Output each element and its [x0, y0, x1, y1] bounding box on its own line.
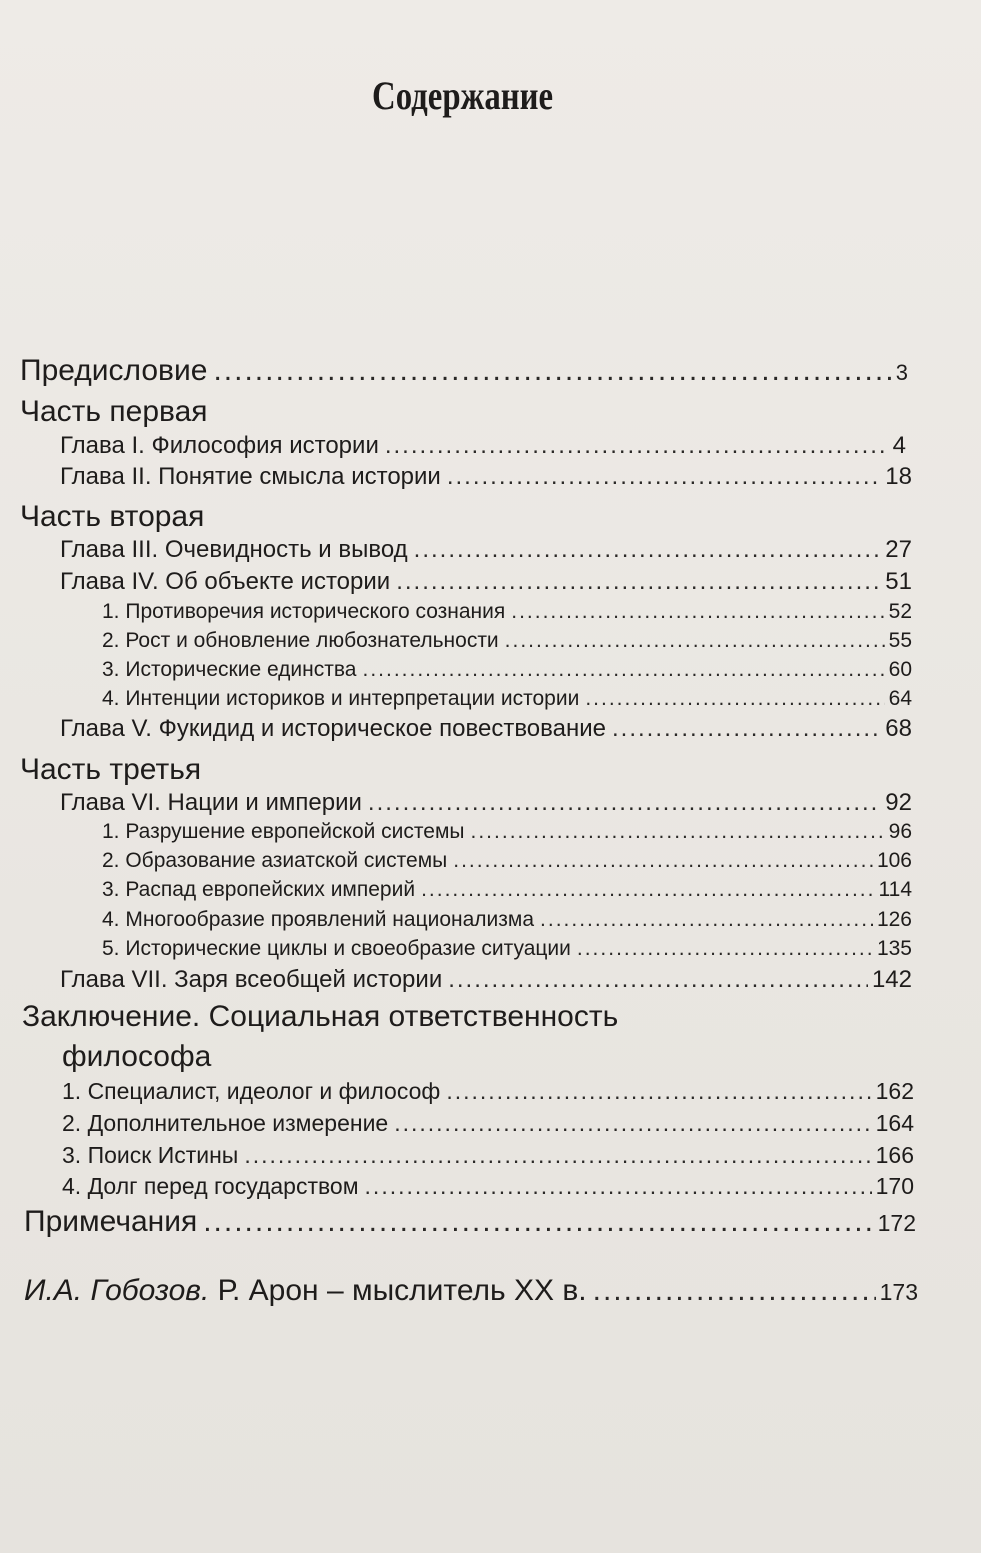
conclusion-heading-continuation: философа — [62, 1040, 212, 1073]
toc-entry-page: 3 — [895, 360, 908, 385]
toc-entry-text: Глава VI. Нации и империи — [60, 789, 362, 816]
toc-leader-dots — [365, 1173, 872, 1200]
toc-entry-page: 172 — [877, 1210, 916, 1236]
toc-entry-text: Глава I. Философия истории — [60, 432, 379, 459]
toc-entry — [60, 966, 912, 994]
toc-entry-page: 27 — [885, 536, 912, 563]
toc-entry-text: 1. Противоречия исторического сознания — [102, 600, 506, 623]
toc-leader-dots — [396, 568, 881, 596]
toc-entry-page: 142 — [871, 966, 912, 993]
toc-entry — [60, 463, 912, 491]
toc-leader-dots — [385, 432, 889, 460]
toc-entry-page: 4 — [892, 432, 906, 459]
toc-entry-page: 106 — [876, 849, 912, 872]
toc-entry-page: 135 — [876, 937, 912, 960]
toc-leader-dots — [453, 849, 873, 873]
toc-entry — [60, 536, 912, 564]
toc-entry — [62, 1142, 914, 1169]
toc-entry — [102, 849, 912, 873]
toc-entry-page: 60 — [888, 658, 912, 681]
toc-entry — [60, 568, 912, 596]
toc-entry-text: Глава VII. Заря всеобщей истории — [60, 966, 443, 993]
toc-leader-dots — [213, 354, 891, 388]
toc-entry-page: 170 — [875, 1173, 914, 1199]
toc-entry-text: Глава V. Фукидид и историческое повествование — [60, 715, 606, 742]
toc-entry — [62, 1173, 914, 1200]
toc-entry — [24, 1205, 916, 1239]
afterword-title: Р. Арон – мыслитель XX в. — [209, 1274, 587, 1307]
toc-leader-dots — [394, 1110, 871, 1137]
toc-entry — [62, 1078, 914, 1105]
toc-entry-text: 1. Специалист, идеолог и философ — [62, 1078, 441, 1104]
toc-entry — [102, 878, 912, 902]
toc-entry-page: 96 — [888, 820, 912, 843]
part-heading: Часть первая — [20, 395, 208, 428]
toc-entry — [60, 432, 906, 460]
toc-entry — [102, 820, 912, 844]
toc-entry — [62, 1110, 914, 1137]
toc-leader-dots — [244, 1142, 871, 1169]
toc-entry-page: 126 — [876, 908, 912, 931]
toc-entry-text: 4. Долг перед государством — [62, 1173, 359, 1199]
toc-entry-text: Глава II. Понятие смысла истории — [60, 463, 441, 490]
toc-entry-text: 2. Образование азиатской системы — [102, 849, 448, 872]
toc-entry-text: 3. Поиск Истины — [62, 1142, 239, 1168]
page-title: Содержание — [372, 73, 554, 118]
toc-leader-dots — [448, 966, 868, 994]
toc-entry-text: 2. Дополнительное измерение — [62, 1110, 389, 1136]
toc-entry-text: 1. Разрушение европейской системы — [102, 820, 465, 843]
toc-entry-page: 18 — [885, 463, 912, 490]
toc-entry-page: 68 — [885, 715, 912, 742]
toc-entry-page: 164 — [875, 1110, 914, 1136]
toc-entry — [60, 715, 912, 743]
toc-entry-page: 51 — [885, 568, 912, 595]
toc-entry — [20, 354, 908, 388]
toc-entry-afterword — [24, 1274, 918, 1308]
toc-leader-dots — [471, 820, 885, 844]
toc-entry — [102, 687, 912, 711]
toc-entry-text: 2. Рост и обновление любознательности — [102, 629, 499, 652]
toc-entry-page: 173 — [879, 1279, 918, 1305]
toc-entry-text: Примечания — [24, 1205, 198, 1238]
toc-leader-dots — [577, 937, 873, 961]
toc-entry — [60, 789, 912, 817]
toc-leader-dots — [447, 463, 881, 491]
toc-entry — [102, 629, 912, 653]
toc-leader-dots — [362, 658, 884, 682]
toc-leader-dots — [446, 1078, 871, 1105]
toc-entry-page: 166 — [875, 1142, 914, 1168]
part-heading: Часть третья — [20, 753, 202, 786]
toc-entry-page: 64 — [888, 687, 912, 710]
toc-entry-page: 114 — [878, 878, 912, 901]
toc-entry-page: 52 — [888, 600, 912, 623]
toc-leader-dots — [505, 629, 885, 653]
toc-entry-text: 4. Многообразие проявлений национализма — [102, 908, 535, 931]
conclusion-heading: Заключение. Социальная ответственность — [22, 1000, 619, 1033]
toc-entry — [102, 600, 912, 624]
toc-leader-dots — [593, 1274, 876, 1308]
toc-entry-text: Предисловие — [20, 354, 208, 387]
toc-entry-text: 3. Исторические единства — [102, 658, 357, 681]
toc-entry — [102, 937, 912, 961]
toc-entry-page: 162 — [875, 1078, 914, 1104]
toc-leader-dots — [203, 1205, 873, 1239]
toc-entry-text: 3. Распад европейских империй — [102, 878, 416, 901]
toc-entry-page: 92 — [885, 789, 912, 816]
toc-entry — [102, 658, 912, 682]
toc-entry-text: 5. Исторические циклы и своеобразие ситуации — [102, 937, 571, 960]
part-heading: Часть вторая — [20, 500, 205, 533]
toc-leader-dots — [368, 789, 881, 817]
afterword-author: И.А. Гобозов. — [24, 1274, 210, 1307]
toc-entry — [102, 908, 912, 932]
toc-entry-text: Глава IV. Об объекте истории — [60, 568, 391, 595]
toc-entry-text: Глава III. Очевидность и вывод — [60, 536, 408, 563]
toc-entry-text — [24, 1274, 587, 1308]
toc-entry-text: 4. Интенции историков и интерпретации истории — [102, 687, 580, 710]
toc-leader-dots — [585, 687, 884, 711]
toc-leader-dots — [511, 600, 884, 624]
toc-leader-dots — [612, 715, 881, 743]
toc-leader-dots — [540, 908, 873, 932]
toc-leader-dots — [421, 878, 874, 902]
toc-leader-dots — [414, 536, 882, 564]
toc-entry-page: 55 — [888, 629, 912, 652]
